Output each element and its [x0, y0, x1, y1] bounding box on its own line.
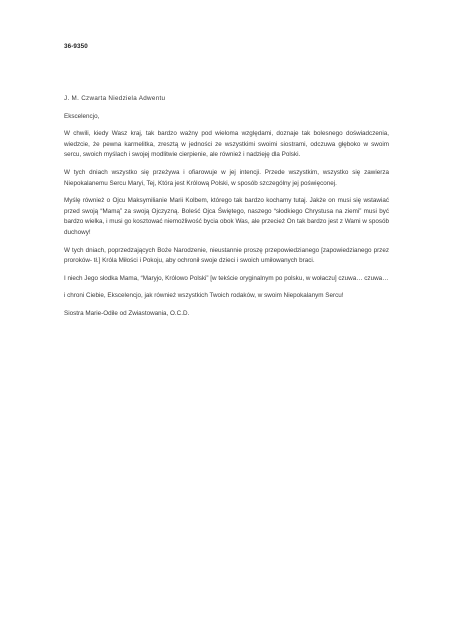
paragraph: W tych dniach wszystko się przeżywa i ofiarowuje w jej intencji. Przede wszystkim, wszystko się zawierza Niepokalanemu Sercu Maryi, Tej, Która jest Królową Polski, w sposób szczególny jej poświęconej.: [64, 168, 389, 187]
salutation: Ekscelencjo,: [64, 112, 100, 120]
paragraph: i chroni Ciebie, Ekscelencjo, jak również wszystkich Twoich rodaków, w swoim Niepokalanym Sercu!: [64, 292, 344, 300]
paragraph: I niech Jego słodka Mama, “Maryjo, Królowo Polski” [w tekście oryginalnym po polsku, w wołaczu] czuwa… czuwa…: [64, 274, 389, 282]
document-number: 36-9350: [64, 43, 88, 50]
paragraph: W tych dniach, poprzedzających Boże Narodzenie, nieustannie proszę przepowiedzianego [zapowiedzianego przez proroków- tł.] Króla Miłości i Pokoju, aby ochronił swoje dzieci i swoich umiłowanych braci.: [64, 246, 389, 265]
signature: Siostra Marie-Odile od Zwiastowania, O.C.D.: [64, 309, 190, 317]
dateline: J. M. Czwarta Niedziela Adwentu: [64, 95, 166, 102]
paragraph: W chwili, kiedy Wasz kraj, tak bardzo ważny pod wieloma względami, doznaje tak bolesnego doświadczenia, wiedzcie, że pewna karmelitka, zresztą w jedności ze wszystkimi swoimi siostrami, odczuwa głęboko w swoim sercu, swoich myślach i swojej modlitwie cierpienie, ale również i nadzieję dla Polski.: [64, 130, 389, 159]
paragraph: Myślę również o Ojcu Maksymilianie Marii Kolbem, którego tak bardzo kochamy tutaj. Jakże on musi się wstawiać przed swoją “Mamą” za swoją Ojczyzną. Boleść Ojca Świętego, naszego “słodkiego Chrystusa na ziemi” musi być bardzo wielka, i musi go kosztować niemożliwość bycia obok Was, ale przecież On tak bardzo jest z Wami w sposób duchowy!: [64, 197, 389, 236]
letter-body: [64, 94, 389, 327]
